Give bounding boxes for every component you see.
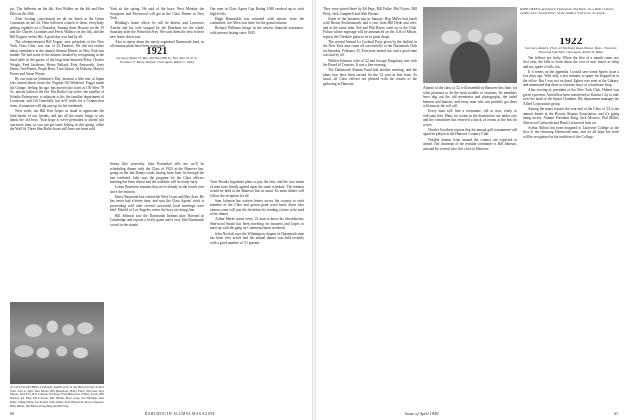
paragraph: Reading's home office: he will be absent, and Lawrence Ainslie and his wife stopped by the Dearborn for the whole Saturday after the Princeton Fray. We wish them the best in their new home down east. [110, 21, 204, 39]
paragraph: Our men in Class Agent Cup Rating 1948 reached up to such high levels. [210, 7, 304, 16]
paragraph: Lenny Bernstein remarks that we're already in the fourth year since the reunion. [110, 185, 204, 194]
paragraph: Seems like yesterday. Jake Rosenthal tells me we'll be scheduling dinner with the Class of 1922 at the Hanover Inn, going on the Jim Dainty roads, lasting from June 1st through the late weekend. Jake says the program for the Class officers meeting has been drawn and the schedule will be ready early. [110, 162, 204, 185]
paragraph: The aforementioned Bill Fogart, now president of the New York Class Club, was one of 23 Farmers. He did not realize about attendance at the annual Alumni Dinner in New York last month. We had some of the alumni, headed by recognizing at the head table as the guests of the long-time-honored Prexy Charles Wright, Fred Jacobsen, Henry Ballard, Fritz Amsworth, Jerry Deniz, Ned Bemis, Proph Rose, Tim Gibson, Al Doherty, Harvey Ferrer and Verne Winter. [10, 39, 104, 76]
magazine-title: DARTMOUTH ALUMNI MAGAZINE [144, 412, 216, 416]
left-column-3-bottom [210, 180, 304, 411]
left-column-2-top [110, 7, 204, 147]
class-secretary-line: Secretary, Robert S. Mix, 450 West 58th St., New York 19, N. Y.; Treasurer, F. Baron Sanford; Class Agent, Robert C. Wiley [116, 56, 198, 65]
paragraph: Charles Goodwin reports that the annual golf tournament will again be played at the Hanover Country Club. [423, 127, 517, 137]
paragraph: If it seems on the appendix I would save some Sports issue a few days ago. With only a few minutes to spare, he dropped in at the office. But I was not on hand. Egbert was seen at the Library, and mentioned that there is a bronze story of a hardware shop. [523, 69, 619, 88]
library-photo [423, 7, 517, 83]
paragraph: Ten fellows are lucky. When the first of a month came, my first year, the bills to learn about the cost of new issues as whip and my spade of tells, too. [523, 55, 619, 69]
paragraph: pic. The Selbertis on the 4th, Ken Walker on the 4th and Ben Ellis on the 29th. [10, 7, 104, 16]
right-column-3 [523, 38, 619, 411]
paragraph: They were joined there by Ed Page, Bill Fuller, Phil Noyes, Bill Perry, Jack Campbell and Walt Ebener. [323, 7, 417, 16]
paragraph: The second Annual La Cocktail Party given by the faithful in the New York area came off successfully at the Dartmouth Club on Saturday, February 25. Everyone turned out, and a good time was had by all. [323, 39, 417, 58]
paragraph: Arthur Abbott has been assigned to Lafayette College as the first of the returning Dartmouth men, and we all hope his work will be recognized in the tradition of the College. [523, 125, 619, 139]
group-photo-caption: '21 GET-TO-GETHER: A February alumni party in the Harvard Club of New York. Left to right: Dan Morse, Bill Beaumont, Harry Fultz, Jim Gass, Ray Mason, Walt Fox, Bob Johnson, Ed Rapp, Fred Hallowell, Whitey Lewis, Bill Hartley, Ed Tiley, Pitch Steele, Rab Martin, Hoot Gage, Joe Hartigan, Ken Kelly, Johnny Hunt, Joe Stadler, Sam Sidley, Fred Wheelock, Moose Shepard, Billy Miller, Jim Black, Doug Bing and Bill Day. [10, 385, 104, 408]
paragraph: Arthur Marks wants every '21 man to know his whereabouts; Sherwood Smith has been traveling on business and hopes to meet up with the gang on Commencement weekend. [210, 217, 304, 231]
paragraph: Alumni of the class of '22 will assemble at Hanover this June, for what promises to be the most notable of reunions. Its members have dug out the old mementos and photographs, the faded banners and buttons, and every man who can possibly get there will answer the roll call. [423, 86, 517, 109]
class-secretary-line: Secretary, Ralph L. Fitch, 45 Northeast Road, Boston, Mass.; Treasurer, Sherwood Fairchild; Class Agent, Robert W. Baker [525, 45, 617, 54]
paragraph: Next week, our Bill Kerr hopes as usual to appreciate the kind hearts of our friends, and has all the warm things to say about the old boys. Your hope is we're permitted to attend just one more time, so you can get some fishing in this spring, while the Wall St. Three blue Baltic boats still have not been sold. [10, 109, 104, 132]
paragraph: Richard Williams brings in the newest financial assistance, with interest lasting since 1945. [210, 26, 304, 35]
group-photo [10, 302, 104, 384]
left-page [0, 0, 313, 420]
paragraph: After visiting coast-bound we all ate lunch at the Green Commons on the 24. Then followed a batch of them, everybody getting together on a Thursday. Among them Horatio on the 19 and the Charles Coombes and Ferris Wallace on the 4th, and the Bill Fogarts on the 8th. A good day was had by all. [10, 16, 104, 39]
paragraph: Among the many reports the year-end of the Class of '22 is the annual dinner at the Boston Alumni Association, and it's going along nicely. Alumni President King, Jack Morrow, Phil Miller, Sherwood Cudworth and Hank Lockwood look on. [523, 107, 619, 125]
paragraph: Hugh Barnstable has returned with reports from the committee: Joe Allen was there for the grand reunion. [210, 16, 304, 26]
paragraph: After serving as president of the New York Club, Hubert was given a present. Arnold has been transferred to Kansas City to take over the head of the Junior Chamber. His department manages the Allied Corporation group. [523, 88, 619, 107]
paragraph: Harry Raymond has visited the West Coast and Bay Area. He has never had a better time, and says the Class Agents' work is proceeding well after several successful local meetings were held. Harold of Los Angeles writes the boys are doing fine. [110, 194, 204, 213]
paragraph: Wilbert Johnson, wife of '22 and George Kingsbury, met with the Board of Trustees. It was a fine evening. [323, 58, 417, 68]
right-page [315, 0, 628, 420]
issue-date: Issue of April 1949 [405, 411, 439, 416]
paragraph: Some of the business trip in January: Reg Miller had lunch with Bernie Rocketmouth, and a visit from Bill Hyde and wife, and at the same time, Sid and Phil Hayes went on to the Club. Fulton whose marriage will be announced on the 11th of March, reports the Cheshire plaza to be in great shape. [323, 16, 417, 39]
paragraph: Bill Johnson saw the Dartmouth Indians play Harvard in Cambridge and reports a lively game and a very fine Dartmouth crowd in the stands. [110, 213, 204, 227]
paragraph: John Nichols says the Wilmington chapter of Dartmouth men has been very active and the annual dinner was held recently with a good number of '21 present. [210, 231, 304, 245]
page-number: 60 [10, 411, 14, 416]
paragraph: Twin Brooks Ingraham plans to pay the fees, and the two teams of men have finally agreed upon the same schedule. The reunion would be held at the Hanover Inn as usual. Its main dinner will follow the reception for all. [210, 180, 304, 198]
paragraph: By our man on Valentine's Day, because a film tour of Japan was carried about down the Virginia Oil Weekend. Fogg's made his Grange, feeling his age, has moved into town at 150 West 79 St., almost fallen to the fire. His Radio City office, the satellite of Schultz Enterprises, is adjacent to his the familiar department of Louisiana, and Oil Generally, but he'll settle for a Connecticut farm, if someone will dig one up for his weekends. [10, 76, 104, 108]
class-year-heading: 1921 [146, 45, 168, 57]
right-column-1 [323, 7, 417, 411]
page-number: 61 [614, 411, 618, 416]
paragraph: Notable alumni from around the country are expected to attend. The chairman of the reunion committee is Bill Johnson, assisted by several who live close to Hanover. [423, 137, 517, 151]
paragraph: Every man will find a roommate, old or new, ready to welcome him. Plans for rooms in the dormitories are under way and the committee has reserved a block of rooms at the Inn for wives. [423, 109, 517, 127]
paragraph: Sam Johnson has written letters across the country to each member of the Class and gotten good word back; those who cannot come will join the festivities by sending a letter to be read at the dinner. [210, 198, 304, 217]
paragraph: Also to report about the newly organized Dartmouth fund, as all reunion plans have been postponed. [110, 39, 204, 49]
left-column-2-bottom [110, 162, 204, 411]
class-year-heading: 1922 [559, 38, 583, 47]
paragraph: The Dartmouth Alumni Fund had another meeting, and the plans now have been carried for the '22 year in fine form. As usual, all Class officers are pleased with the results of the gathering in Hanover. [323, 68, 417, 86]
paragraph: York sit the spring. He said of the boys: Next Monday the Scorpions and Fleetwood will get in the Class Dinner in New York. [110, 7, 204, 21]
library-photo-caption: KNEE DEEP in prehistoric Dartmouth, Ted Nash, '22, a Baker Library exhibit. Also "Grand Prize" of the Indian's Club to an '22 trophy. [520, 7, 614, 16]
right-column-2 [423, 86, 517, 411]
left-column-3-top [210, 7, 304, 147]
